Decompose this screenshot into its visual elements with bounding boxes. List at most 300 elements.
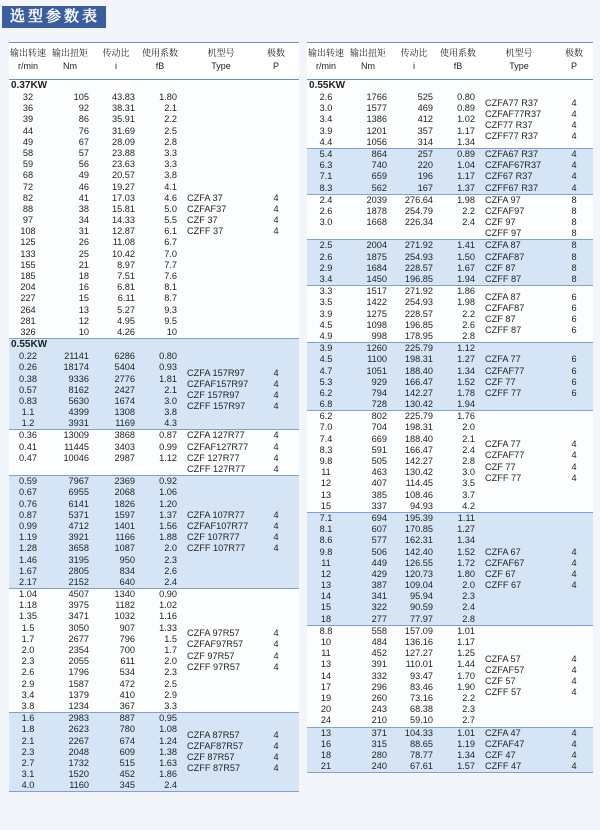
cell-value: 4.6 [164,192,177,203]
model-list [479,286,559,342]
cell-value: 0.26 [19,362,37,373]
cell-value: 1.52 [457,376,475,387]
model-type: CZF 87R57 [187,752,235,763]
cell-value: 49 [22,136,34,147]
model-type: CZFAF77 [485,365,525,376]
cell-value: 254.93 [404,251,433,262]
cell-value: 34 [78,215,89,226]
pole-value: 4 [571,653,577,664]
pole-value: 4 [273,650,279,661]
cell-value: 1.11 [457,512,475,523]
data-column [47,476,93,588]
pole-value: 4 [571,580,577,591]
pole-value: 4 [273,661,279,672]
cell-value: 228.57 [404,262,433,273]
model-type: CZFA 157R97 [187,367,245,378]
header-label-cn: 传动比 [102,48,130,58]
data-block [307,343,593,411]
cell-value: 46 [78,181,89,192]
cell-value: 8.1 [319,524,333,535]
data-column [345,195,391,240]
model-type: CZFA 47 [485,727,521,738]
right-table [307,42,593,824]
cell-value: 3.7 [462,489,475,500]
cell-value: 3931 [68,418,89,429]
cell-value: 5.3 [319,376,333,387]
cell-value: 0.47 [19,452,37,463]
cell-value: 59.10 [410,715,433,726]
cell-value: 2.4 [319,194,333,205]
pole-value: 4 [273,192,279,203]
pole-value: 6 [571,314,577,325]
cell-value: 3471 [68,611,89,622]
cell-value: 254.79 [404,205,433,216]
cell-value: 11.08 [112,237,135,248]
model-type: CZFAF57 [485,664,525,675]
model-type: CZF 77 [485,461,516,472]
cell-value: 694 [371,512,387,523]
cell-value: 314 [417,136,433,147]
cell-value: 7967 [68,476,89,487]
data-column [437,513,479,625]
cell-value: 1732 [68,757,89,768]
cell-value: 1.76 [457,411,475,422]
cell-value: 6.3 [319,160,333,171]
model-type: CZFF 157R97 [187,401,246,412]
data-column [139,351,181,429]
cell-value: 170.85 [404,524,433,535]
cell-value: 13 [320,580,332,591]
cell-value: 0.89 [457,148,475,159]
cell-value: 0.36 [19,430,37,441]
model-type: CZFF 107R77 [187,543,246,554]
header-label-cn: 机型号 [505,48,533,58]
cell-value: 58 [22,147,34,158]
cell-value: 341 [371,591,387,602]
pole-value: 6 [571,291,577,302]
pole-value: 4 [273,729,279,740]
data-column [47,589,93,712]
cell-value: 452 [119,769,135,780]
cell-value: 1.67 [19,565,37,576]
cell-value: 2267 [68,735,89,746]
cell-value: 5630 [68,395,89,406]
cell-value: 10 [166,326,177,337]
cell-value: 21141 [64,351,89,362]
cell-value: 68.38 [410,704,433,715]
cell-value: 1169 [115,418,135,429]
cell-value: 1.94 [457,274,475,284]
cell-value: 4.26 [117,326,135,337]
cell-value: 114.45 [405,478,433,489]
cell-value: 4.7 [319,365,333,376]
data-column [437,411,479,512]
cell-value: 6955 [68,487,89,498]
data-block [9,713,299,792]
cell-value: 167 [417,182,433,193]
pole-value: 4 [273,203,279,214]
cell-value: 92 [78,103,89,114]
data-column [139,589,181,712]
cell-value: 0.38 [19,373,37,384]
cell-value: 1.81 [159,373,177,384]
cell-value: 577 [371,535,387,546]
cell-value: 109.04 [404,580,433,591]
cell-value: 4712 [68,520,89,531]
cell-value: 227 [20,293,36,304]
cell-value: 198.31 [404,422,433,433]
cell-value: 4.3 [164,418,177,429]
data-column [345,240,391,285]
model-type: CZF 47 [485,749,516,760]
pole-count [261,476,291,588]
data-column [391,195,437,240]
data-column [307,92,345,148]
model-type: CZFAF77 [485,450,525,461]
cell-value: 385 [371,489,387,500]
pole-value: 4 [571,557,577,568]
cell-value: 1.01 [457,727,475,738]
cell-value: 12 [320,478,332,489]
cell-value: 77.97 [410,613,433,624]
model-type: CZFAF67 [485,557,525,568]
cell-value: 6.1 [164,226,177,237]
header-model [479,43,559,79]
cell-value: 18174 [63,362,89,373]
cell-value: 3.8 [21,700,35,711]
model-list [479,240,559,285]
data-column [93,589,139,712]
cell-value: 1.7 [164,645,177,655]
cell-value: 195.39 [404,512,433,523]
data-block [307,411,593,513]
page-title: 选型参数表 [2,6,106,28]
data-block [9,92,299,339]
pole-count [261,713,291,791]
cell-value: 196.85 [404,319,433,330]
pole-value: 4 [273,741,279,752]
cell-value: 3403 [114,441,135,452]
cell-value: 108 [20,226,36,237]
data-block [9,476,299,589]
pole-value: 4 [273,441,279,452]
cell-value: 8.97 [117,259,135,270]
cell-value: 1.7 [21,633,35,644]
cell-value: 5.27 [117,304,135,315]
header-label-en: Nm [361,61,375,71]
header-label-cn: 传动比 [400,48,428,58]
cell-value: 14 [320,670,332,681]
cell-value: 1587 [68,678,89,689]
model-type: CZFA 87 [485,240,521,251]
header-label-en: fB [155,61,165,71]
cell-value: 90.59 [410,602,433,613]
cell-value: 1.57 [457,761,475,772]
data-column [345,343,391,410]
cell-value: 591 [371,444,387,455]
model-type: CZF67 R37 [485,171,533,182]
cell-value: 1260 [366,343,387,354]
cell-value: 142.27 [404,456,433,466]
cell-value: 130.42 [404,467,433,478]
data-column [9,713,47,791]
cell-value: 126.55 [404,557,433,568]
header-torque [345,43,391,79]
cell-value: 198.31 [404,354,433,365]
cell-value: 1597 [114,509,135,520]
cell-value: 534 [119,667,135,678]
cell-value: 2.17 [19,576,37,587]
cell-value: 326 [20,326,36,337]
cell-value: 15 [78,293,89,304]
cell-value: 1.90 [457,681,475,692]
cell-value: 19.27 [112,181,135,192]
cell-value: 1.86 [159,769,177,780]
cell-value: 2.6 [319,92,333,102]
cell-value: 728 [371,399,387,410]
cell-value: 1308 [114,407,135,418]
cell-value: 220 [417,160,433,171]
cell-value: 1.19 [19,532,37,543]
cell-value: 558 [371,625,387,636]
cell-value: 1.34 [457,136,475,147]
cell-value: 8162 [68,384,89,395]
cell-value: 23.63 [112,159,135,170]
data-column [93,430,139,475]
model-type: CZFAF77R37 [485,108,542,119]
data-block [307,286,593,343]
cell-value: 2.5 [319,240,333,251]
header-label-en: r/min [18,61,38,71]
cell-value: 28.09 [112,136,135,147]
model-type: CZFF67 R37 [485,182,539,193]
cell-value: 166.47 [404,376,433,387]
model-type: CZFF 97 [485,228,522,239]
pole-value: 4 [273,226,279,237]
cell-value: 76 [78,125,89,136]
model-type: CZF 37 [187,215,218,226]
model-type: CZFA67 R37 [485,148,539,159]
cell-value: 4.5 [319,354,333,365]
model-type: CZFA 77 [485,354,521,365]
cell-value: 2.2 [462,692,475,703]
cell-value: 1.5 [164,633,177,644]
cell-value: 16 [320,738,332,749]
model-type: CZF 127R77 [187,452,240,463]
cell-value: 674 [119,735,135,746]
cell-value: 155 [20,259,36,270]
cell-value: 10 [320,637,332,647]
cell-value: 97 [22,215,34,226]
cell-value: 18 [320,749,332,760]
pole-value: 4 [571,664,577,675]
data-column [9,92,47,338]
cell-value: 142.27 [404,387,433,398]
cell-value: 204 [20,282,36,293]
model-list [479,728,559,773]
cell-value: 271.92 [404,286,433,297]
cell-value: 2776 [114,373,135,384]
data-column [345,411,391,512]
model-type: CZFF 97R57 [187,661,241,672]
model-type: CZFA77 R37 [485,97,539,108]
header-ratio [93,43,139,79]
header-label-en: i [413,61,415,71]
pole-value: 4 [571,472,577,483]
cell-value: 1.5 [21,622,35,633]
model-type: CZFA 127R77 [187,430,245,441]
cell-value: 1.46 [19,554,37,565]
cell-value: 1.17 [457,637,475,647]
pole-value: 6 [571,302,577,313]
cell-value: 0.59 [19,476,37,487]
cell-value: 1.37 [457,182,475,193]
cell-value: 834 [119,565,135,576]
pole-count [261,351,291,429]
cell-value: 38.31 [112,103,135,114]
pole-value: 6 [571,325,577,336]
model-list [479,626,559,727]
pole-value: 4 [571,761,577,772]
cell-value: 1.88 [159,532,177,543]
model-type: CZFF77 R37 [485,131,539,142]
model-type: CZFF 37 [187,226,224,237]
cell-value: 254.93 [404,297,433,308]
header-poles [559,43,589,79]
cell-value: 5.5 [164,215,177,226]
pole-value: 6 [571,365,577,376]
cell-value: 525 [417,92,433,102]
cell-value: 142.40 [404,546,433,557]
cell-value: 3.0 [164,395,177,406]
cell-value: 73.16 [410,692,433,703]
cell-value: 13 [320,727,332,738]
cell-value: 2.0 [164,543,177,554]
cell-value: 94.93 [410,500,433,511]
data-column [437,149,479,194]
cell-value: 2.6 [21,667,35,678]
cell-value: 2.8 [164,136,177,147]
cell-value: 1.56 [159,520,177,531]
model-type: CZFA 37 [187,192,223,203]
cell-value: 484 [371,637,387,647]
pole-count [559,92,589,148]
cell-value: 24 [320,715,332,726]
cell-value: 611 [120,656,135,667]
model-type: CZF 67 [485,568,516,579]
cell-value: 3.8 [164,407,177,418]
cell-value: 337 [371,500,387,511]
cell-value: 1796 [68,667,89,678]
cell-value: 5.0 [164,203,177,214]
cell-value: 0.89 [457,103,475,114]
cell-value: 1517 [366,286,387,297]
cell-value: 2.4 [164,576,177,587]
cell-value: 86 [78,114,89,125]
cell-value: 8.3 [319,444,333,455]
cell-value: 78.77 [410,749,433,760]
cell-value: 7.51 [117,271,135,281]
cell-value: 4399 [68,407,89,418]
cell-value: 14.33 [112,215,135,226]
pole-count [261,430,291,475]
cell-value: 1.02 [159,600,177,611]
cell-value: 5404 [114,362,135,373]
model-type: CZFAF67R37 [485,160,542,171]
cell-value: 226.34 [404,217,433,228]
pole-count [559,149,589,194]
cell-value: 93.47 [410,670,433,681]
model-type: CZFA 97 [485,194,521,205]
cell-value: 387 [371,580,387,591]
data-block [9,351,299,430]
model-type: CZFAF127R77 [187,441,249,452]
cell-value: 0.90 [159,589,177,600]
cell-value: 1166 [115,532,135,543]
pole-value: 4 [571,738,577,749]
cell-value: 2369 [114,476,135,487]
cell-value: 2004 [366,240,387,251]
cell-value: 1.24 [159,735,177,746]
cell-value: 1.38 [159,746,177,757]
data-column [139,92,181,338]
cell-value: 13 [320,659,332,670]
cell-value: 1674 [114,395,135,406]
cell-value: 67.61 [410,761,433,772]
data-column [307,286,345,342]
cell-value: 15 [320,602,332,613]
cell-value: 1.33 [159,622,177,633]
cell-value: 10046 [63,452,89,463]
pole-value: 4 [571,439,577,450]
cell-value: 412 [417,114,433,125]
cell-value: 166.47 [404,444,433,455]
cell-value: 1182 [115,600,135,611]
header-label-en: i [115,61,117,71]
pole-value: 8 [571,228,577,239]
model-list [181,476,261,588]
cell-value: 18 [320,613,332,624]
cell-value: 2.6 [319,251,333,262]
cell-value: 1.98 [457,194,475,205]
model-type: CZFAF97R57 [187,639,244,650]
cell-value: 3.0 [462,467,475,478]
cell-value: 9.8 [319,546,333,557]
cell-value: 1.16 [159,611,177,622]
data-column [307,240,345,285]
cell-value: 3.4 [319,274,333,284]
cell-value: 31 [78,226,89,237]
cell-value: 1.27 [457,354,475,365]
cell-value: 32 [22,92,34,102]
pole-value: 4 [571,676,577,687]
cell-value: 1422 [366,297,387,308]
data-column [391,626,437,727]
cell-value: 506 [371,546,387,557]
cell-value: 17.03 [112,192,135,203]
cell-value: 4.9 [319,330,333,341]
cell-value: 1401 [114,520,135,531]
pole-value: 4 [571,131,577,142]
cell-value: 6.7 [164,237,177,248]
pole-count [261,589,291,712]
model-type: CZFA 87R57 [187,729,240,740]
cell-value: 1.78 [457,387,475,398]
model-type: CZFA 77 [485,439,521,450]
model-type: CZF 97 [485,217,516,228]
header-label-en: r/min [316,61,336,71]
cell-value: 2.3 [21,746,35,757]
